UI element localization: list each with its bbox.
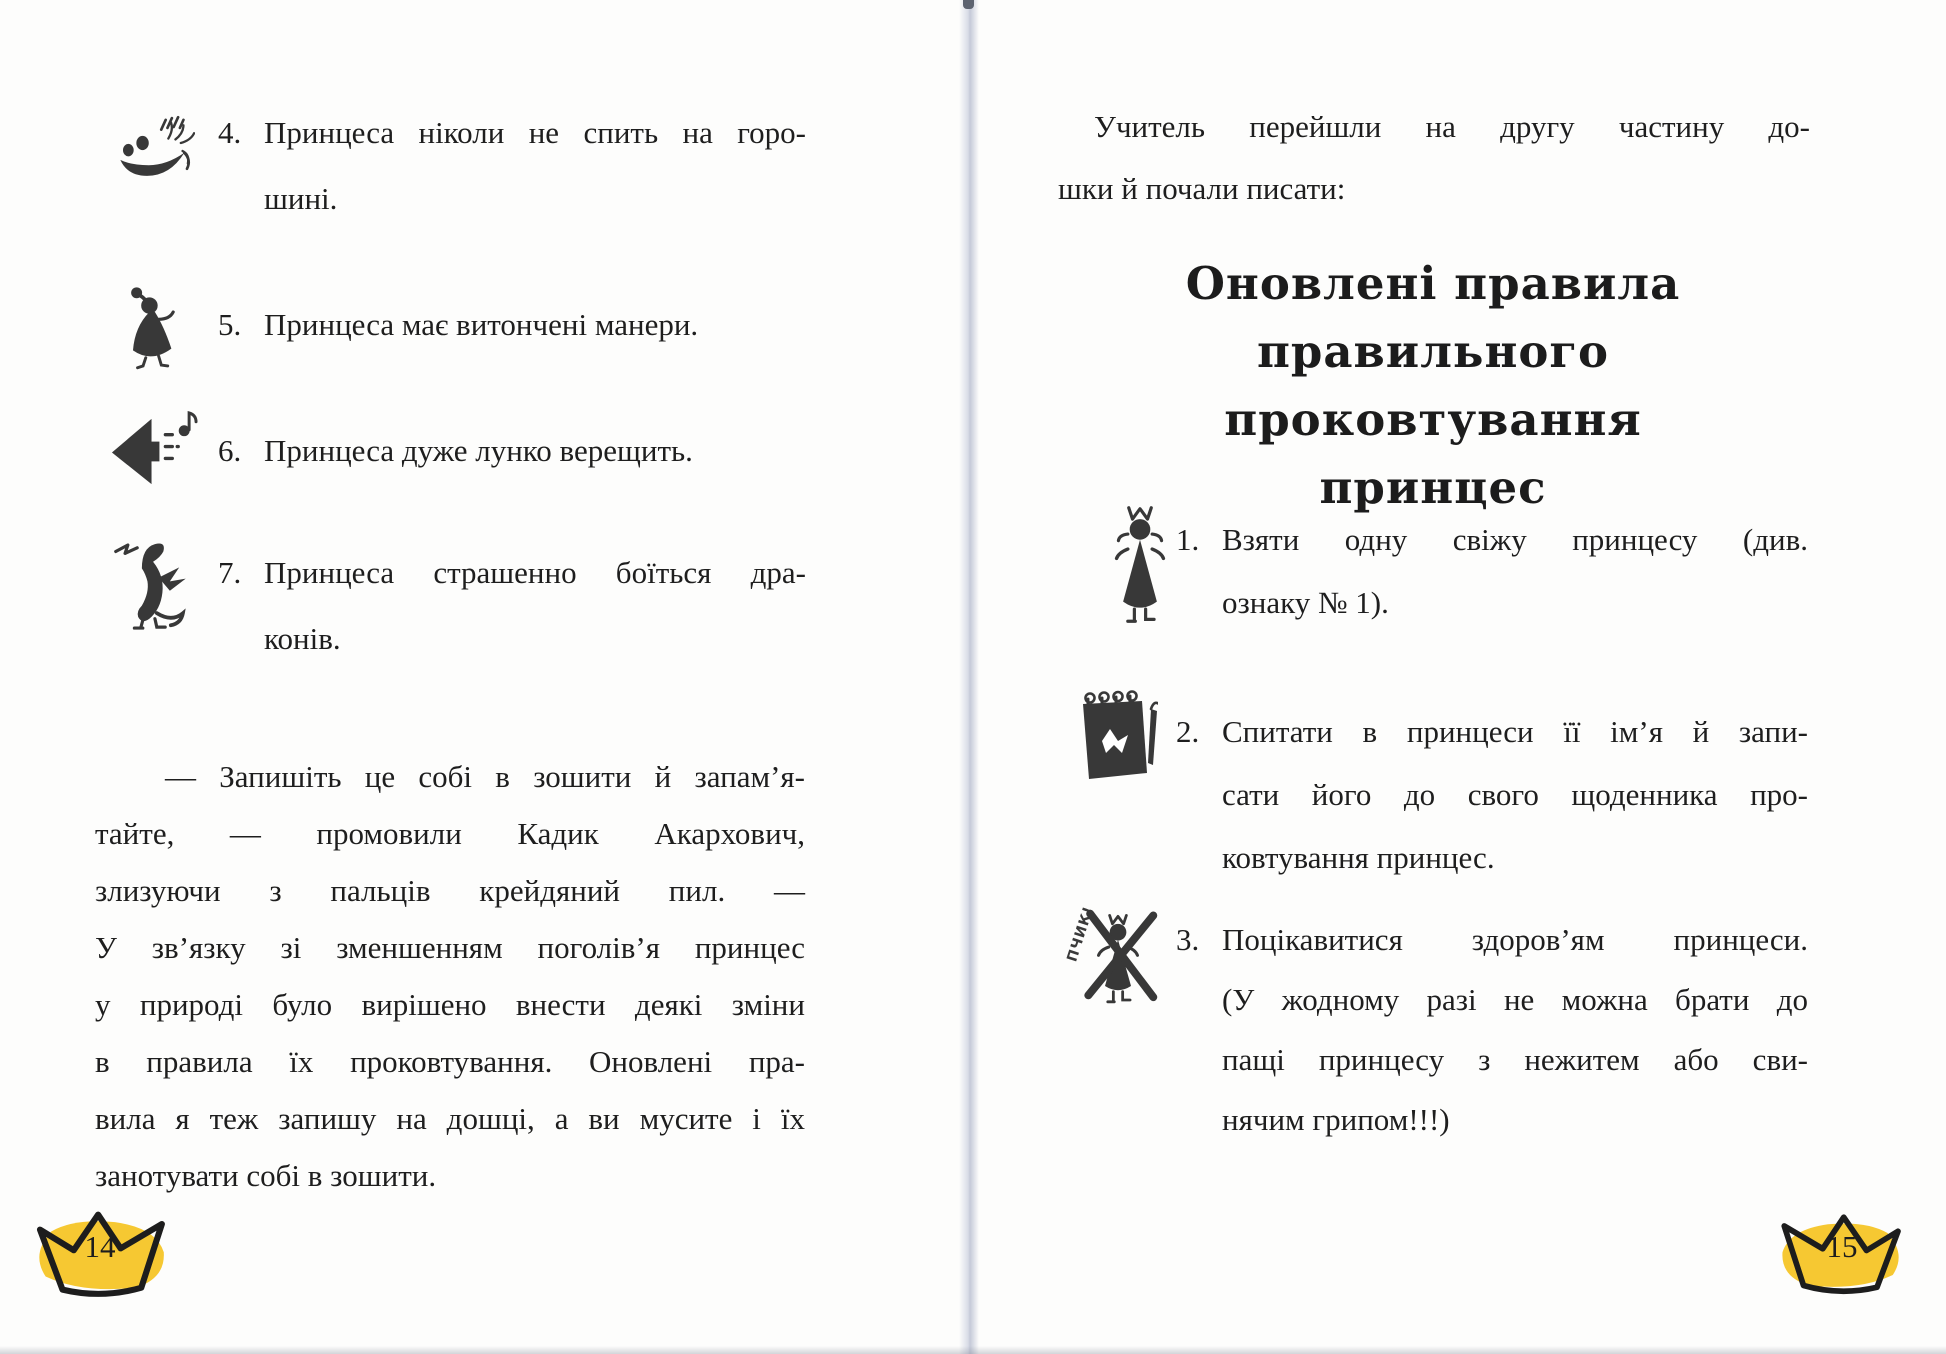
rules-heading [1052,250,1814,522]
step-item-2-line-3: ковтування принцес. [1222,840,1495,875]
scan-bottom-edge [0,1346,1946,1354]
no-sneezing-princess-icon [1066,898,1170,1010]
teacher-speech-paragraph [95,748,805,1204]
intro-line: шки й почали писати: [1058,171,1346,206]
paragraph-line: У зв’язку зі зменшенням поголів’я принцес [95,930,805,965]
rule-item-4-line-2: шині. [264,181,338,216]
horn-icon [106,408,200,494]
intro-paragraph [1058,96,1810,220]
rules-heading-line-3: принцес [1319,461,1547,514]
rule-item-6-line-1: 6. Принцеса дуже лунко верещить. [218,418,806,484]
notebook-pencil-icon [1078,690,1158,792]
step-item-3-number: 3. [1176,922,1200,957]
dragon-icon [112,524,196,636]
rule-item-5 [218,292,806,358]
rule-item-5-number: 5. [218,307,242,342]
rule-item-7-line-2: конів. [264,621,341,656]
paragraph-line: тайте, — промовили Кадик Акархович, [95,816,805,851]
paragraph-line: у природі було вирішено внести деякі зміни [95,987,805,1022]
paragraph-line: в правила їх проковтування. Оновлені пра- [95,1044,805,1079]
page-number-crown-right [1772,1205,1912,1303]
step-item-3-line-4: нячим грипом!!!) [1222,1102,1450,1137]
step-item-1 [1176,508,1808,634]
page-number-right: 15 [1826,1229,1858,1264]
step-item-2 [1176,700,1808,889]
rule-item-7 [218,540,806,672]
step-item-2-line-2: сати його до свого щоденника про- [1222,777,1808,812]
page-number-left: 14 [84,1229,116,1264]
sneeze-sound-label: ПЧИК! [1064,904,1098,964]
rules-heading-line-1: Оновлені правила [1185,257,1681,310]
step-item-2-number: 2. [1176,714,1200,749]
paragraph-line: — Запишіть це собі в зошити й запам’я- [165,759,805,794]
rule-item-4 [218,100,806,232]
step-item-3-line-1: 3. Поцікавитися здоров’ям принцеси. [1176,910,1808,970]
step-item-1-line-1: 1. Взяти одну свіжу принцесу (див. [1176,508,1808,571]
dancing-princess-icon [122,280,186,376]
rule-item-6-number: 6. [218,433,242,468]
pea-pod-icon [115,112,195,190]
paragraph-line: занотувати собі в зошити. [95,1158,437,1193]
princess-icon [1110,500,1170,630]
rules-heading-line-2: правильного проковтування [1224,325,1642,446]
rule-item-7-line-1: 7. Принцеса страшенно боїться дра- [218,540,806,606]
rule-item-4-number: 4. [218,115,242,150]
rule-item-5-line-1: 5. Принцеса має витончені манери. [218,292,806,358]
step-item-1-line-2: ознаку № 1). [1222,585,1389,620]
book-gutter-shadow [959,0,979,1354]
paragraph-line: злизуючи з пальців крейдяний пил. — [95,873,805,908]
step-item-3-line-3: пащі принцесу з нежитем або сви- [1222,1042,1808,1077]
step-item-3-line-2: (У жодному разі не можна брати до [1222,982,1808,1017]
step-item-1-number: 1. [1176,522,1200,557]
book-gutter-top-mark [963,0,974,9]
rule-item-6 [218,418,806,484]
rule-item-7-number: 7. [218,555,242,590]
paragraph-line: вила я теж запишу на дошці, а ви мусите і їх [95,1101,805,1136]
step-item-2-line-1: 2. Спитати в принцеси її ім’я й запи- [1176,700,1808,763]
rule-item-4-line-1: 4. Принцеса ніколи не спить на горо- [218,100,806,166]
page-number-crown-left [25,1205,175,1303]
intro-line: Учитель перейшли на другу частину до- [1094,109,1810,144]
step-item-3 [1176,910,1808,1150]
